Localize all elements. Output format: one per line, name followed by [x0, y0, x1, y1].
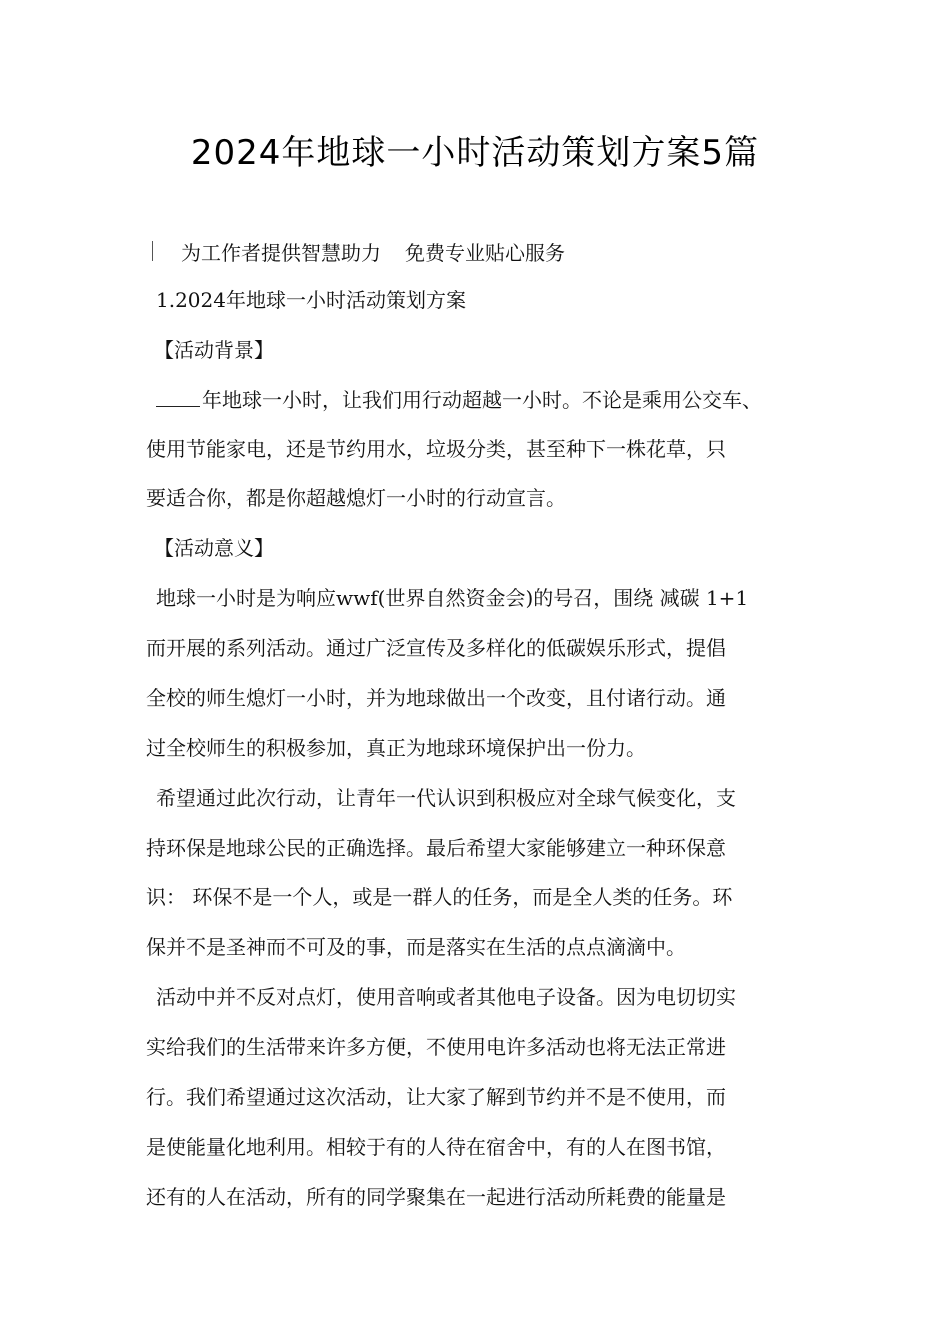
meaning-line-9: 活动中并不反对点灯，使用音响或者其他电子设备。因为电切切实	[156, 985, 736, 1009]
meaning-line-7: 识： 环保不是一个人，或是一群人的任务，而是全人类的任务。环	[146, 885, 733, 909]
background-line-2: 使用节能家电，还是节约用水，垃圾分类，甚至种下一株花草，只	[146, 437, 726, 461]
meaning-line-13: 还有的人在活动，所有的同学聚集在一起进行活动所耗费的能量是	[146, 1185, 726, 1209]
section-heading: 1.2024年地球一小时活动策划方案	[156, 288, 466, 312]
document-title: 2024年地球一小时活动策划方案5篇	[190, 133, 760, 173]
meaning-line-11: 行。我们希望通过这次活动，让大家了解到节约并不是不使用，而	[146, 1085, 726, 1109]
background-line-3: 要适合你，都是你超越熄灯一小时的行动宣言。	[146, 486, 566, 510]
background-heading: 【活动背景】	[154, 338, 274, 362]
tagline-part-2: 免费专业贴心服务	[405, 240, 565, 265]
year-blank	[156, 388, 200, 407]
meaning-line-8: 保并不是圣神而不可及的事，而是落实在生活的点点滴滴中。	[146, 935, 686, 959]
meaning-line-4: 过全校师生的积极参加，真正为地球环境保护出一份力。	[146, 736, 646, 760]
meaning-line-10: 实给我们的生活带来许多方便，不使用电许多活动也将无法正常进	[146, 1035, 726, 1059]
meaning-line-1: 地球一小时是为响应wwf(世界自然资金会)的号召，围绕 减碳 1+1	[156, 586, 749, 610]
tagline	[152, 234, 565, 268]
meaning-line-3: 全校的师生熄灯一小时，并为地球做出一个改变，且付诸行动。通	[146, 686, 726, 710]
meaning-heading: 【活动意义】	[154, 536, 274, 560]
background-line-1-text: 年地球一小时，让我们用行动超越一小时。不论是乘用公交车、	[202, 388, 762, 412]
tagline-divider	[152, 241, 153, 261]
meaning-line-2: 而开展的系列活动。通过广泛宣传及多样化的低碳娱乐形式，提倡	[146, 636, 726, 660]
meaning-line-6: 持环保是地球公民的正确选择。最后希望大家能够建立一种环保意	[146, 836, 726, 860]
tagline-part-1: 为工作者提供智慧助力	[181, 240, 381, 265]
meaning-line-5: 希望通过此次行动，让青年一代认识到积极应对全球气候变化，支	[156, 786, 736, 810]
meaning-line-12: 是使能量化地利用。相较于有的人待在宿舍中，有的人在图书馆，	[146, 1135, 726, 1159]
background-line-1	[156, 384, 762, 416]
